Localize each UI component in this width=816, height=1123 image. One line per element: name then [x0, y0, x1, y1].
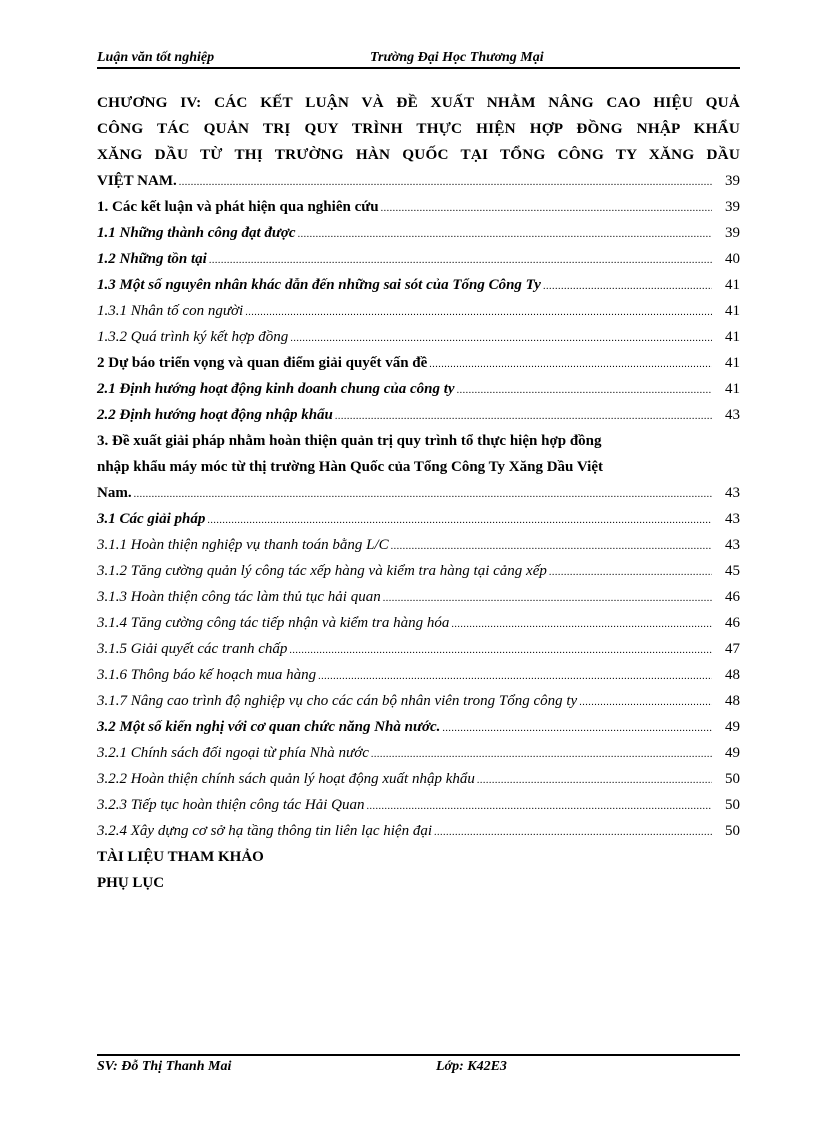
chapter-heading-line-2: CÔNG TÁC QUẢN TRỊ QUY TRÌNH THỰC HIỆN HỢP ĐỒNG NHẬP KHẨU	[97, 120, 740, 137]
toc-entry-title: 3.1.5 Giải quyết các tranh chấp	[97, 641, 288, 657]
toc-entry-title: VIỆT NAM.	[97, 173, 177, 189]
toc-entry[interactable]	[97, 246, 740, 272]
toc-entry-page: 50	[725, 823, 740, 839]
toc-entry[interactable]	[97, 792, 740, 818]
toc-entry-page: 41	[725, 277, 740, 293]
toc-entry-title: 3.2.2 Hoàn thiện chính sách quản lý hoạt động xuất nhập khẩu	[97, 771, 475, 787]
dot-leader	[371, 742, 712, 768]
toc-entry-title: 3.1.4 Tăng cường công tác tiếp nhận và kiểm tra hàng hóa	[97, 615, 450, 631]
toc-entry[interactable]	[97, 220, 740, 246]
toc-entry[interactable]	[97, 766, 740, 792]
toc-entry-page: 41	[725, 303, 740, 319]
toc-entry-page: 43	[725, 407, 740, 423]
toc-entry-page: 45	[725, 563, 740, 579]
dot-leader	[549, 560, 712, 586]
toc-entry-title: Nam.	[97, 485, 132, 501]
toc-entry-page: 47	[725, 641, 740, 657]
toc-entry-title: 2.1 Định hướng hoạt động kinh doanh chung của công ty	[97, 381, 455, 397]
toc-entry-page: 49	[725, 745, 740, 761]
toc-entry-title: 3.2.1 Chính sách đối ngoại từ phía Nhà nước	[97, 745, 369, 761]
dot-leader	[335, 404, 712, 430]
toc-entry-title: 2 Dự báo triển vọng và quan điểm giải quyết vấn đề	[97, 355, 428, 371]
toc-entry-page: 46	[725, 589, 740, 605]
toc-entry[interactable]	[97, 740, 740, 766]
dot-leader	[451, 612, 712, 638]
toc-entry-title: 3.2.3 Tiếp tục hoàn thiện công tác Hải Quan	[97, 797, 365, 813]
toc-entry-page: 40	[725, 251, 740, 267]
toc-entry-title: 1.3.2 Quá trình ký kết hợp đồng	[97, 329, 289, 345]
toc-entry[interactable]	[97, 350, 740, 376]
toc-entry-page: 39	[725, 199, 740, 215]
toc-entry-chapter[interactable]	[97, 168, 740, 194]
toc-entry[interactable]	[97, 194, 740, 220]
toc-entry[interactable]	[97, 636, 740, 662]
toc-entry-page: 43	[725, 537, 740, 553]
toc-entry-title: 1.3 Một số nguyên nhân khác dẫn đến những sai sót của Tổng Công Ty	[97, 277, 541, 293]
toc-entry-section-3[interactable]	[97, 480, 740, 506]
dot-leader	[429, 352, 712, 378]
section-3-heading-line-1: 3. Đề xuất giải pháp nhằm hoàn thiện quản trị quy trình tổ thực hiện hợp đồng	[97, 433, 602, 449]
toc-entry-page: 41	[725, 329, 740, 345]
toc-entry[interactable]	[97, 272, 740, 298]
toc-entry[interactable]	[97, 402, 740, 428]
toc-appendix[interactable]: PHỤ LỤC	[97, 875, 165, 891]
toc-entry-title: 3.1.1 Hoàn thiện nghiệp vụ thanh toán bằng L/C	[97, 537, 389, 553]
dot-leader	[289, 638, 712, 664]
toc-entry[interactable]	[97, 506, 740, 532]
dot-leader	[477, 768, 712, 794]
dot-leader	[298, 222, 712, 248]
dot-leader	[318, 664, 712, 690]
toc-entry[interactable]	[97, 818, 740, 844]
toc-entry-title: 1.2 Những tồn tại	[97, 251, 207, 267]
toc-entry[interactable]	[97, 714, 740, 740]
toc-references[interactable]: TÀI LIỆU THAM KHẢO	[97, 849, 264, 865]
toc-entry-title: 1.1 Những thành công đạt được	[97, 225, 296, 241]
toc-entry[interactable]	[97, 610, 740, 636]
dot-leader	[381, 196, 712, 222]
toc-entry-page: 43	[725, 511, 740, 527]
toc-entry-page: 41	[725, 381, 740, 397]
toc-entry-title: 2.2 Định hướng hoạt động nhập khẩu	[97, 407, 333, 423]
dot-leader	[245, 300, 712, 326]
page-header	[97, 47, 740, 69]
toc-entry-title: 3.2 Một số kiến nghị với cơ quan chức năng Nhà nước.	[97, 719, 441, 735]
toc-entry[interactable]	[97, 558, 740, 584]
toc-entry[interactable]	[97, 532, 740, 558]
toc-entry[interactable]	[97, 376, 740, 402]
toc-entry-title: 3.1.2 Tăng cường quản lý công tác xếp hàng và kiểm tra hàng tại cảng xếp	[97, 563, 547, 579]
dot-leader	[366, 794, 712, 820]
toc-entry-title: 3.1.7 Nâng cao trình độ nghiệp vụ cho các cán bộ nhân viên trong Tổng công ty	[97, 693, 578, 709]
dot-leader	[434, 820, 712, 846]
toc-entry-page: 48	[725, 667, 740, 683]
section-3-heading-line-2: nhập khẩu máy móc từ thị trường Hàn Quốc của Tổng Công Ty Xăng Dầu Việt	[97, 459, 603, 475]
dot-leader	[442, 716, 712, 742]
toc-entry-page: 41	[725, 355, 740, 371]
dot-leader	[209, 248, 712, 274]
toc-entry[interactable]	[97, 662, 740, 688]
chapter-heading-line-3: XĂNG DẦU TỪ THỊ TRƯỜNG HÀN QUỐC TẠI TỔNG CÔNG TY XĂNG DẦU	[97, 146, 740, 163]
dot-leader	[134, 482, 712, 508]
toc-entry-title: 3.1 Các giải pháp	[97, 511, 206, 527]
toc-entry-page: 39	[725, 225, 740, 241]
toc-entry-title: 3.2.4 Xây dựng cơ sở hạ tầng thông tin liên lạc hiện đại	[97, 823, 432, 839]
header-center: Trường Đại Học Thương Mại	[370, 50, 544, 65]
dot-leader	[290, 326, 712, 352]
toc-entry-title: 1.3.1 Nhân tố con người	[97, 303, 244, 319]
toc-entry-page: 49	[725, 719, 740, 735]
toc-entry-page: 50	[725, 771, 740, 787]
toc-entry-page: 43	[725, 485, 740, 501]
header-left: Luận văn tốt nghiệp	[97, 50, 215, 65]
toc-entry-title: 3.1.3 Hoàn thiện công tác làm thủ tục hải quan	[97, 589, 381, 605]
dot-leader	[207, 508, 712, 534]
toc-entry[interactable]	[97, 688, 740, 714]
toc-entry-title: 1. Các kết luận và phát hiện qua nghiên cứu	[97, 199, 379, 215]
toc-entry[interactable]	[97, 298, 740, 324]
toc-entry-page: 46	[725, 615, 740, 631]
table-of-contents	[97, 90, 740, 896]
chapter-heading-line-1: CHƯƠNG IV: CÁC KẾT LUẬN VÀ ĐỀ XUẤT NHẰM NÂNG CAO HIỆU QUẢ	[97, 94, 740, 111]
dot-leader	[383, 586, 712, 612]
toc-entry-page: 48	[725, 693, 740, 709]
page-footer	[97, 1054, 740, 1076]
footer-center: Lớp: K42E3	[436, 1059, 507, 1074]
toc-entry-title: 3.1.6 Thông báo kế hoạch mua hàng	[97, 667, 317, 683]
dot-leader	[543, 274, 712, 300]
dot-leader	[391, 534, 712, 560]
toc-entry[interactable]	[97, 584, 740, 610]
footer-left: SV: Đỗ Thị Thanh Mai	[97, 1059, 232, 1074]
dot-leader	[579, 690, 712, 716]
dot-leader	[457, 378, 712, 404]
toc-entry-page: 50	[725, 797, 740, 813]
dot-leader	[179, 170, 712, 196]
toc-entry[interactable]	[97, 324, 740, 350]
toc-entry-page: 39	[725, 173, 740, 189]
